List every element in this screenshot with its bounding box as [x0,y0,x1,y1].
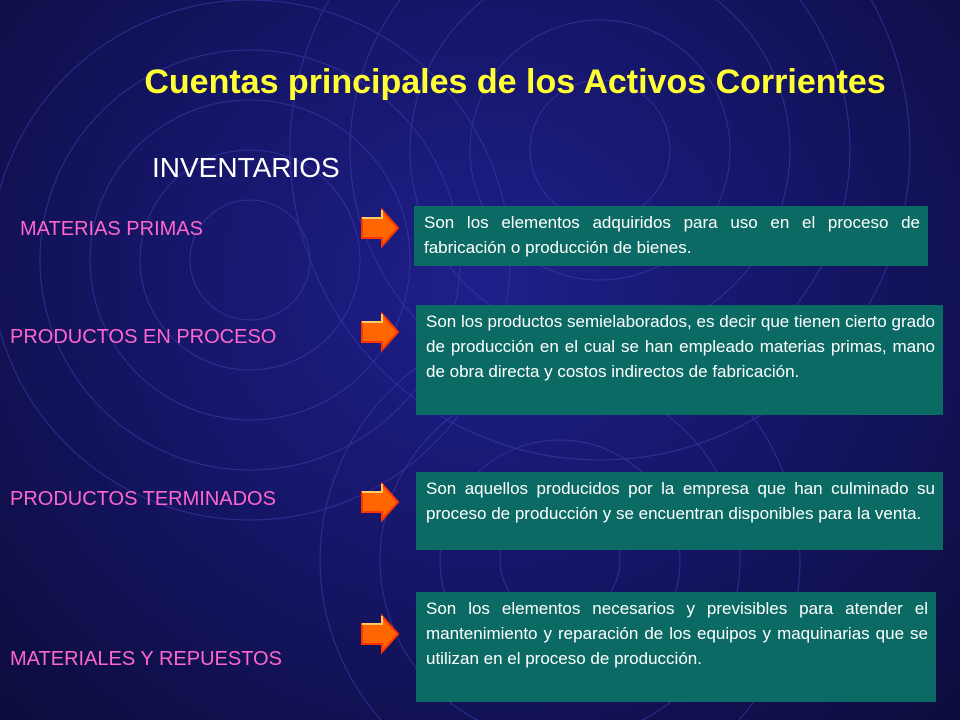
term-materiales-y-repuestos: MATERIALES Y REPUESTOS [10,648,282,670]
arrow-right-icon [360,482,400,522]
term-productos-terminados: PRODUCTOS TERMINADOS [10,488,276,510]
description-materias-primas: Son los elementos adquiridos para uso en el proceso de fabricación o producción de bienes. [414,206,928,266]
description-productos-en-proceso: Son los productos semielaborados, es decir que tienen cierto grado de producción en el cual se han empleado materias primas, mano de obra directa y costos indirectos de fabricación. [416,305,943,415]
slide-title: Cuentas principales de los Activos Corrientes [144,63,886,101]
term-materias-primas: MATERIAS PRIMAS [20,218,203,240]
description-materiales-y-repuestos: Son los elementos necesarios y previsibles para atender el mantenimiento y reparación de los equipos y maquinarias que se utilizan en el proceso de producción. [416,592,936,702]
term-productos-en-proceso: PRODUCTOS EN PROCESO [10,326,277,348]
description-productos-terminados: Son aquellos producidos por la empresa que han culminado su proceso de producción y se encuentran disponibles para la venta. [416,472,943,550]
arrow-right-icon [360,312,400,352]
section-heading: INVENTARIOS [152,152,340,183]
arrow-right-icon [360,614,400,654]
arrow-right-icon [360,208,400,248]
